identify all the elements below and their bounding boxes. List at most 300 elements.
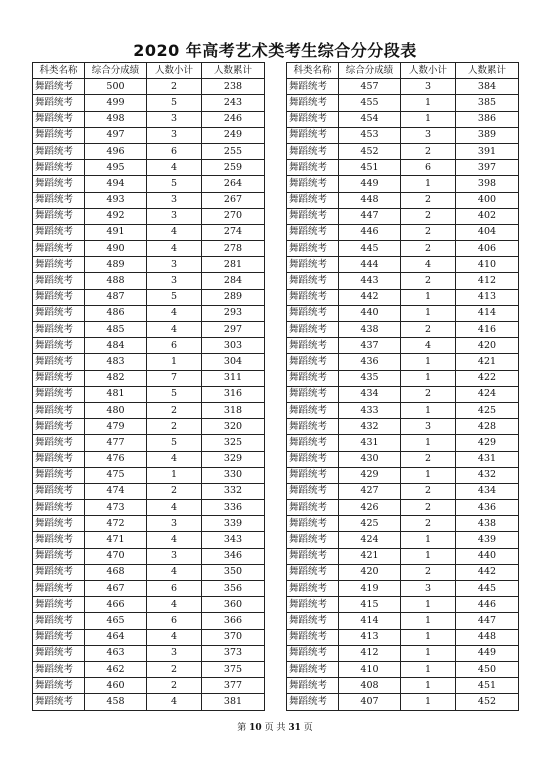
score-table-right — [286, 62, 519, 711]
table-row — [287, 694, 519, 710]
cell-score: 498 — [85, 111, 147, 127]
cell-subject: 舞蹈统考 — [287, 322, 339, 338]
cell-subject: 舞蹈统考 — [287, 548, 339, 564]
cell-count: 3 — [147, 645, 202, 661]
cell-count: 1 — [401, 532, 456, 548]
cell-cumulative: 440 — [456, 548, 519, 564]
cell-count: 3 — [401, 581, 456, 597]
table-row — [287, 79, 519, 95]
cell-score: 493 — [85, 192, 147, 208]
cell-count: 4 — [147, 694, 202, 710]
table-row — [287, 516, 519, 532]
cell-score: 415 — [339, 597, 401, 613]
cell-count: 1 — [401, 629, 456, 645]
cell-count: 6 — [147, 613, 202, 629]
cell-cumulative: 446 — [456, 597, 519, 613]
cell-subject: 舞蹈统考 — [287, 241, 339, 257]
table-row — [33, 257, 265, 273]
cell-count: 3 — [147, 516, 202, 532]
cell-count: 1 — [401, 435, 456, 451]
cell-cumulative: 278 — [202, 241, 265, 257]
table-header-row — [287, 63, 519, 79]
cell-score: 467 — [85, 581, 147, 597]
table-row — [287, 419, 519, 435]
cell-score: 412 — [339, 645, 401, 661]
cell-count: 3 — [147, 257, 202, 273]
cell-score: 438 — [339, 322, 401, 338]
header-count: 人数小计 — [401, 63, 456, 79]
cell-subject: 舞蹈统考 — [287, 564, 339, 580]
cell-count: 2 — [401, 224, 456, 240]
cell-subject: 舞蹈统考 — [287, 694, 339, 710]
cell-subject: 舞蹈统考 — [33, 548, 85, 564]
cell-subject: 舞蹈统考 — [33, 451, 85, 467]
cell-score: 449 — [339, 176, 401, 192]
cell-subject: 舞蹈统考 — [287, 338, 339, 354]
cell-score: 471 — [85, 532, 147, 548]
table-row — [287, 548, 519, 564]
cell-cumulative: 442 — [456, 564, 519, 580]
cell-subject: 舞蹈统考 — [33, 386, 85, 402]
cell-score: 425 — [339, 516, 401, 532]
cell-count: 2 — [401, 483, 456, 499]
cell-count: 1 — [401, 95, 456, 111]
cell-score: 453 — [339, 127, 401, 143]
cell-count: 6 — [147, 143, 202, 159]
cell-cumulative: 377 — [202, 678, 265, 694]
cell-count: 3 — [147, 111, 202, 127]
page-title: 2020 年高考艺术类考生综合分分段表 — [133, 41, 417, 60]
header-cumulative: 人数累计 — [456, 63, 519, 79]
cell-subject: 舞蹈统考 — [33, 208, 85, 224]
cell-count: 2 — [401, 241, 456, 257]
table-row — [287, 160, 519, 176]
cell-cumulative: 246 — [202, 111, 265, 127]
cell-score: 447 — [339, 208, 401, 224]
cell-subject: 舞蹈统考 — [287, 467, 339, 483]
table-row — [33, 435, 265, 451]
cell-cumulative: 238 — [202, 79, 265, 95]
cell-subject: 舞蹈统考 — [287, 111, 339, 127]
cell-cumulative: 343 — [202, 532, 265, 548]
cell-cumulative: 389 — [456, 127, 519, 143]
cell-count: 5 — [147, 176, 202, 192]
cell-score: 497 — [85, 127, 147, 143]
cell-count: 2 — [147, 419, 202, 435]
cell-cumulative: 386 — [456, 111, 519, 127]
cell-cumulative: 289 — [202, 289, 265, 305]
cell-count: 1 — [147, 467, 202, 483]
cell-cumulative: 385 — [456, 95, 519, 111]
cell-count: 6 — [147, 338, 202, 354]
cell-score: 452 — [339, 143, 401, 159]
table-row — [33, 111, 265, 127]
cell-subject: 舞蹈统考 — [33, 564, 85, 580]
cell-score: 413 — [339, 629, 401, 645]
table-row — [287, 192, 519, 208]
table-row — [33, 645, 265, 661]
cell-cumulative: 400 — [456, 192, 519, 208]
table-body-right — [287, 79, 519, 710]
cell-score: 407 — [339, 694, 401, 710]
cell-count: 1 — [401, 694, 456, 710]
cell-cumulative: 424 — [456, 386, 519, 402]
header-count: 人数小计 — [147, 63, 202, 79]
cell-score: 421 — [339, 548, 401, 564]
cell-subject: 舞蹈统考 — [287, 354, 339, 370]
cell-score: 434 — [339, 386, 401, 402]
header-subject: 科类名称 — [33, 63, 85, 79]
cell-count: 5 — [147, 95, 202, 111]
cell-count: 6 — [401, 160, 456, 176]
cell-subject: 舞蹈统考 — [33, 661, 85, 677]
table-row — [33, 483, 265, 499]
cell-count: 2 — [147, 678, 202, 694]
cell-subject: 舞蹈统考 — [33, 370, 85, 386]
table-row — [33, 143, 265, 159]
cell-score: 480 — [85, 402, 147, 418]
footer-mid: 页 共 — [264, 723, 286, 733]
cell-count: 3 — [147, 273, 202, 289]
cell-score: 410 — [339, 661, 401, 677]
cell-subject: 舞蹈统考 — [287, 613, 339, 629]
header-cumulative: 人数累计 — [202, 63, 265, 79]
cell-cumulative: 428 — [456, 419, 519, 435]
table-row — [33, 516, 265, 532]
cell-count: 6 — [147, 581, 202, 597]
cell-subject: 舞蹈统考 — [33, 354, 85, 370]
cell-subject: 舞蹈统考 — [33, 176, 85, 192]
table-row — [33, 386, 265, 402]
cell-cumulative: 410 — [456, 257, 519, 273]
table-row — [287, 176, 519, 192]
cell-score: 431 — [339, 435, 401, 451]
table-row — [33, 160, 265, 176]
table-row — [287, 402, 519, 418]
cell-subject: 舞蹈统考 — [287, 516, 339, 532]
table-row — [33, 289, 265, 305]
cell-score: 427 — [339, 483, 401, 499]
cell-cumulative: 445 — [456, 581, 519, 597]
cell-score: 426 — [339, 500, 401, 516]
cell-count: 1 — [401, 645, 456, 661]
cell-subject: 舞蹈统考 — [287, 176, 339, 192]
cell-score: 454 — [339, 111, 401, 127]
cell-cumulative: 425 — [456, 402, 519, 418]
cell-cumulative: 431 — [456, 451, 519, 467]
table-row — [33, 532, 265, 548]
cell-cumulative: 350 — [202, 564, 265, 580]
cell-cumulative: 439 — [456, 532, 519, 548]
cell-count: 1 — [401, 678, 456, 694]
table-row — [287, 613, 519, 629]
cell-score: 464 — [85, 629, 147, 645]
cell-cumulative: 452 — [456, 694, 519, 710]
table-row — [287, 597, 519, 613]
table-row — [33, 370, 265, 386]
cell-count: 2 — [401, 516, 456, 532]
cell-subject: 舞蹈统考 — [287, 208, 339, 224]
cell-score: 487 — [85, 289, 147, 305]
cell-subject: 舞蹈统考 — [287, 224, 339, 240]
cell-subject: 舞蹈统考 — [33, 597, 85, 613]
table-row — [33, 224, 265, 240]
cell-cumulative: 311 — [202, 370, 265, 386]
cell-subject: 舞蹈统考 — [287, 435, 339, 451]
table-row — [33, 500, 265, 516]
table-row — [287, 338, 519, 354]
cell-count: 1 — [401, 111, 456, 127]
cell-cumulative: 373 — [202, 645, 265, 661]
cell-subject: 舞蹈统考 — [287, 532, 339, 548]
cell-score: 468 — [85, 564, 147, 580]
cell-score: 466 — [85, 597, 147, 613]
cell-score: 443 — [339, 273, 401, 289]
cell-score: 420 — [339, 564, 401, 580]
cell-score: 424 — [339, 532, 401, 548]
cell-subject: 舞蹈统考 — [33, 111, 85, 127]
cell-cumulative: 397 — [456, 160, 519, 176]
cell-count: 3 — [147, 208, 202, 224]
cell-score: 435 — [339, 370, 401, 386]
cell-count: 3 — [147, 548, 202, 564]
table-row — [287, 645, 519, 661]
table-header-row — [33, 63, 265, 79]
cell-subject: 舞蹈统考 — [33, 629, 85, 645]
cell-cumulative: 346 — [202, 548, 265, 564]
cell-count: 1 — [401, 402, 456, 418]
cell-count: 1 — [401, 613, 456, 629]
cell-score: 408 — [339, 678, 401, 694]
cell-cumulative: 249 — [202, 127, 265, 143]
table-row — [33, 548, 265, 564]
table-row — [33, 192, 265, 208]
table-row — [287, 435, 519, 451]
table-row — [33, 305, 265, 321]
table-row — [33, 694, 265, 710]
table-row — [287, 273, 519, 289]
cell-cumulative: 412 — [456, 273, 519, 289]
table-row — [33, 419, 265, 435]
cell-subject: 舞蹈统考 — [33, 160, 85, 176]
table-row — [33, 661, 265, 677]
cell-cumulative: 375 — [202, 661, 265, 677]
cell-count: 7 — [147, 370, 202, 386]
cell-cumulative: 429 — [456, 435, 519, 451]
cell-score: 457 — [339, 79, 401, 95]
table-row — [33, 354, 265, 370]
cell-count: 2 — [401, 386, 456, 402]
table-row — [287, 629, 519, 645]
cell-subject: 舞蹈统考 — [33, 516, 85, 532]
cell-count: 2 — [147, 79, 202, 95]
table-row — [33, 467, 265, 483]
cell-subject: 舞蹈统考 — [287, 483, 339, 499]
cell-count: 1 — [401, 289, 456, 305]
cell-score: 414 — [339, 613, 401, 629]
cell-score: 476 — [85, 451, 147, 467]
cell-cumulative: 413 — [456, 289, 519, 305]
cell-score: 477 — [85, 435, 147, 451]
cell-score: 445 — [339, 241, 401, 257]
footer-total-pages: 31 — [288, 723, 301, 733]
cell-score: 446 — [339, 224, 401, 240]
cell-cumulative: 243 — [202, 95, 265, 111]
cell-subject: 舞蹈统考 — [33, 613, 85, 629]
cell-subject: 舞蹈统考 — [287, 581, 339, 597]
cell-score: 462 — [85, 661, 147, 677]
cell-subject: 舞蹈统考 — [287, 95, 339, 111]
cell-count: 4 — [147, 305, 202, 321]
cell-subject: 舞蹈统考 — [33, 694, 85, 710]
cell-count: 2 — [401, 564, 456, 580]
cell-score: 473 — [85, 500, 147, 516]
footer-prefix: 第 — [237, 723, 247, 733]
table-row — [287, 305, 519, 321]
cell-score: 491 — [85, 224, 147, 240]
cell-score: 436 — [339, 354, 401, 370]
table-row — [287, 564, 519, 580]
cell-score: 444 — [339, 257, 401, 273]
table-row — [33, 241, 265, 257]
cell-cumulative: 360 — [202, 597, 265, 613]
table-row — [287, 208, 519, 224]
cell-count: 4 — [147, 629, 202, 645]
table-row — [287, 532, 519, 548]
cell-count: 5 — [147, 386, 202, 402]
table-row — [33, 402, 265, 418]
cell-subject: 舞蹈统考 — [33, 678, 85, 694]
cell-score: 500 — [85, 79, 147, 95]
header-score: 综合分成绩 — [85, 63, 147, 79]
table-row — [33, 95, 265, 111]
cell-subject: 舞蹈统考 — [287, 192, 339, 208]
cell-cumulative: 420 — [456, 338, 519, 354]
cell-count: 4 — [147, 451, 202, 467]
table-row — [33, 678, 265, 694]
cell-cumulative: 356 — [202, 581, 265, 597]
cell-count: 1 — [401, 354, 456, 370]
cell-count: 2 — [401, 273, 456, 289]
cell-count: 1 — [401, 467, 456, 483]
cell-count: 5 — [147, 435, 202, 451]
cell-cumulative: 406 — [456, 241, 519, 257]
cell-count: 1 — [401, 597, 456, 613]
cell-subject: 舞蹈统考 — [33, 322, 85, 338]
cell-subject: 舞蹈统考 — [287, 402, 339, 418]
cell-cumulative: 325 — [202, 435, 265, 451]
table-row — [287, 289, 519, 305]
cell-cumulative: 421 — [456, 354, 519, 370]
cell-subject: 舞蹈统考 — [33, 143, 85, 159]
table-row — [33, 127, 265, 143]
cell-score: 483 — [85, 354, 147, 370]
cell-cumulative: 304 — [202, 354, 265, 370]
cell-cumulative: 434 — [456, 483, 519, 499]
cell-count: 3 — [401, 127, 456, 143]
table-row — [287, 95, 519, 111]
cell-count: 3 — [147, 127, 202, 143]
cell-subject: 舞蹈统考 — [33, 645, 85, 661]
table-row — [33, 322, 265, 338]
cell-count: 1 — [401, 176, 456, 192]
cell-score: 495 — [85, 160, 147, 176]
cell-subject: 舞蹈统考 — [33, 338, 85, 354]
table-body-left — [33, 79, 265, 710]
cell-subject: 舞蹈统考 — [287, 257, 339, 273]
cell-subject: 舞蹈统考 — [33, 402, 85, 418]
table-row — [33, 79, 265, 95]
cell-subject: 舞蹈统考 — [287, 289, 339, 305]
cell-cumulative: 414 — [456, 305, 519, 321]
cell-cumulative: 391 — [456, 143, 519, 159]
cell-score: 451 — [339, 160, 401, 176]
score-tables — [32, 62, 518, 716]
cell-subject: 舞蹈统考 — [33, 532, 85, 548]
cell-cumulative: 303 — [202, 338, 265, 354]
cell-subject: 舞蹈统考 — [33, 241, 85, 257]
cell-cumulative: 451 — [456, 678, 519, 694]
cell-count: 1 — [401, 661, 456, 677]
table-row — [33, 273, 265, 289]
cell-score: 490 — [85, 241, 147, 257]
page-footer — [0, 720, 550, 733]
cell-score: 442 — [339, 289, 401, 305]
cell-count: 4 — [147, 532, 202, 548]
cell-subject: 舞蹈统考 — [287, 370, 339, 386]
cell-count: 4 — [401, 257, 456, 273]
cell-count: 4 — [147, 564, 202, 580]
table-row — [33, 208, 265, 224]
cell-cumulative: 259 — [202, 160, 265, 176]
cell-count: 2 — [401, 208, 456, 224]
cell-count: 2 — [401, 322, 456, 338]
cell-subject: 舞蹈统考 — [33, 192, 85, 208]
table-row — [287, 581, 519, 597]
cell-cumulative: 270 — [202, 208, 265, 224]
cell-score: 475 — [85, 467, 147, 483]
cell-cumulative: 316 — [202, 386, 265, 402]
cell-cumulative: 320 — [202, 419, 265, 435]
table-row — [287, 354, 519, 370]
cell-count: 1 — [401, 370, 456, 386]
cell-score: 448 — [339, 192, 401, 208]
cell-score: 432 — [339, 419, 401, 435]
table-row — [33, 581, 265, 597]
cell-score: 463 — [85, 645, 147, 661]
cell-score: 465 — [85, 613, 147, 629]
table-row — [287, 241, 519, 257]
table-row — [287, 451, 519, 467]
cell-cumulative: 267 — [202, 192, 265, 208]
table-row — [287, 500, 519, 516]
cell-count: 2 — [147, 483, 202, 499]
cell-cumulative: 438 — [456, 516, 519, 532]
cell-subject: 舞蹈统考 — [33, 581, 85, 597]
cell-cumulative: 332 — [202, 483, 265, 499]
table-row — [33, 451, 265, 467]
cell-cumulative: 293 — [202, 305, 265, 321]
cell-cumulative: 284 — [202, 273, 265, 289]
cell-count: 1 — [147, 354, 202, 370]
cell-subject: 舞蹈统考 — [287, 500, 339, 516]
table-row — [33, 338, 265, 354]
table-row — [287, 386, 519, 402]
table-row — [287, 143, 519, 159]
table-row — [287, 370, 519, 386]
table-row — [33, 564, 265, 580]
cell-cumulative: 274 — [202, 224, 265, 240]
